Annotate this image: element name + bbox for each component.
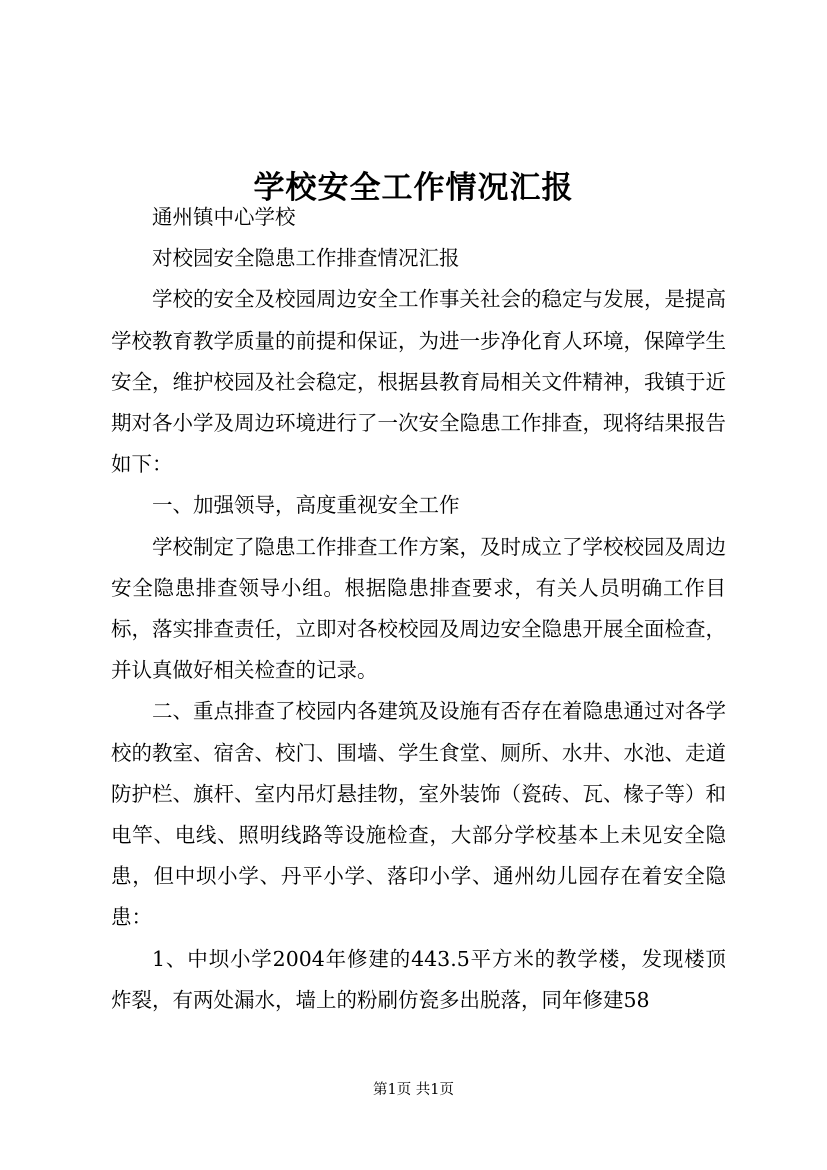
school-name-line: 通州镇中心学校 [152,205,296,229]
section-1-paragraph: 学校制定了隐患工作排查工作方案，及时成立了学校校园及周边安全隐患排查领导小组。根据隐患排查要求，有关人员明确工作目标，落实排查责任，立即对各校校园及周边安全隐患开展全面检查，并认真做好相关检查的记录。 [111,534,726,683]
document-title: 学校安全工作情况汇报 [253,169,574,206]
intro-paragraph: 学校的安全及校园周边安全工作事关社会的稳定与发展，是提高学校教育教学质量的前提和保证，为进一步净化育人环境，保障学生安全，维护校园及社会稳定，根据县教育局相关文件精神，我镇于近期对各小学及周边环境进行了一次安全隐患工作排查，现将结果报告如下： [111,287,726,477]
section-heading-2-paragraph: 二、重点排查了校园内各建筑及设施有否存在着隐患通过对各学校的教室、宿舍、校门、围墙、学生食堂、厕所、水井、水池、走道防护栏、旗杆、室内吊灯悬挂物，室外装饰（瓷砖、瓦、椽子等）和电竿、电线、照明线路等设施检查，大部分学校基本上未见安全隐患，但中坝小学、丹平小学、落印小学、通州幼儿园存在着安全隐患： [111,699,726,930]
report-subtitle-line: 对校园安全隐患工作排查情况汇报 [152,246,460,271]
section-heading-1: 一、加强领导，高度重视安全工作 [152,493,460,518]
page-footer: 第1页 共1页 [372,1082,455,1098]
document-body [111,197,726,1021]
item-1-paragraph: 1、中坝小学2004年修建的443.5平方米的教学楼，发现楼顶炸裂，有两处漏水，墙上的粉刷仿瓷多出脱落，同年修建58 [111,946,726,1012]
